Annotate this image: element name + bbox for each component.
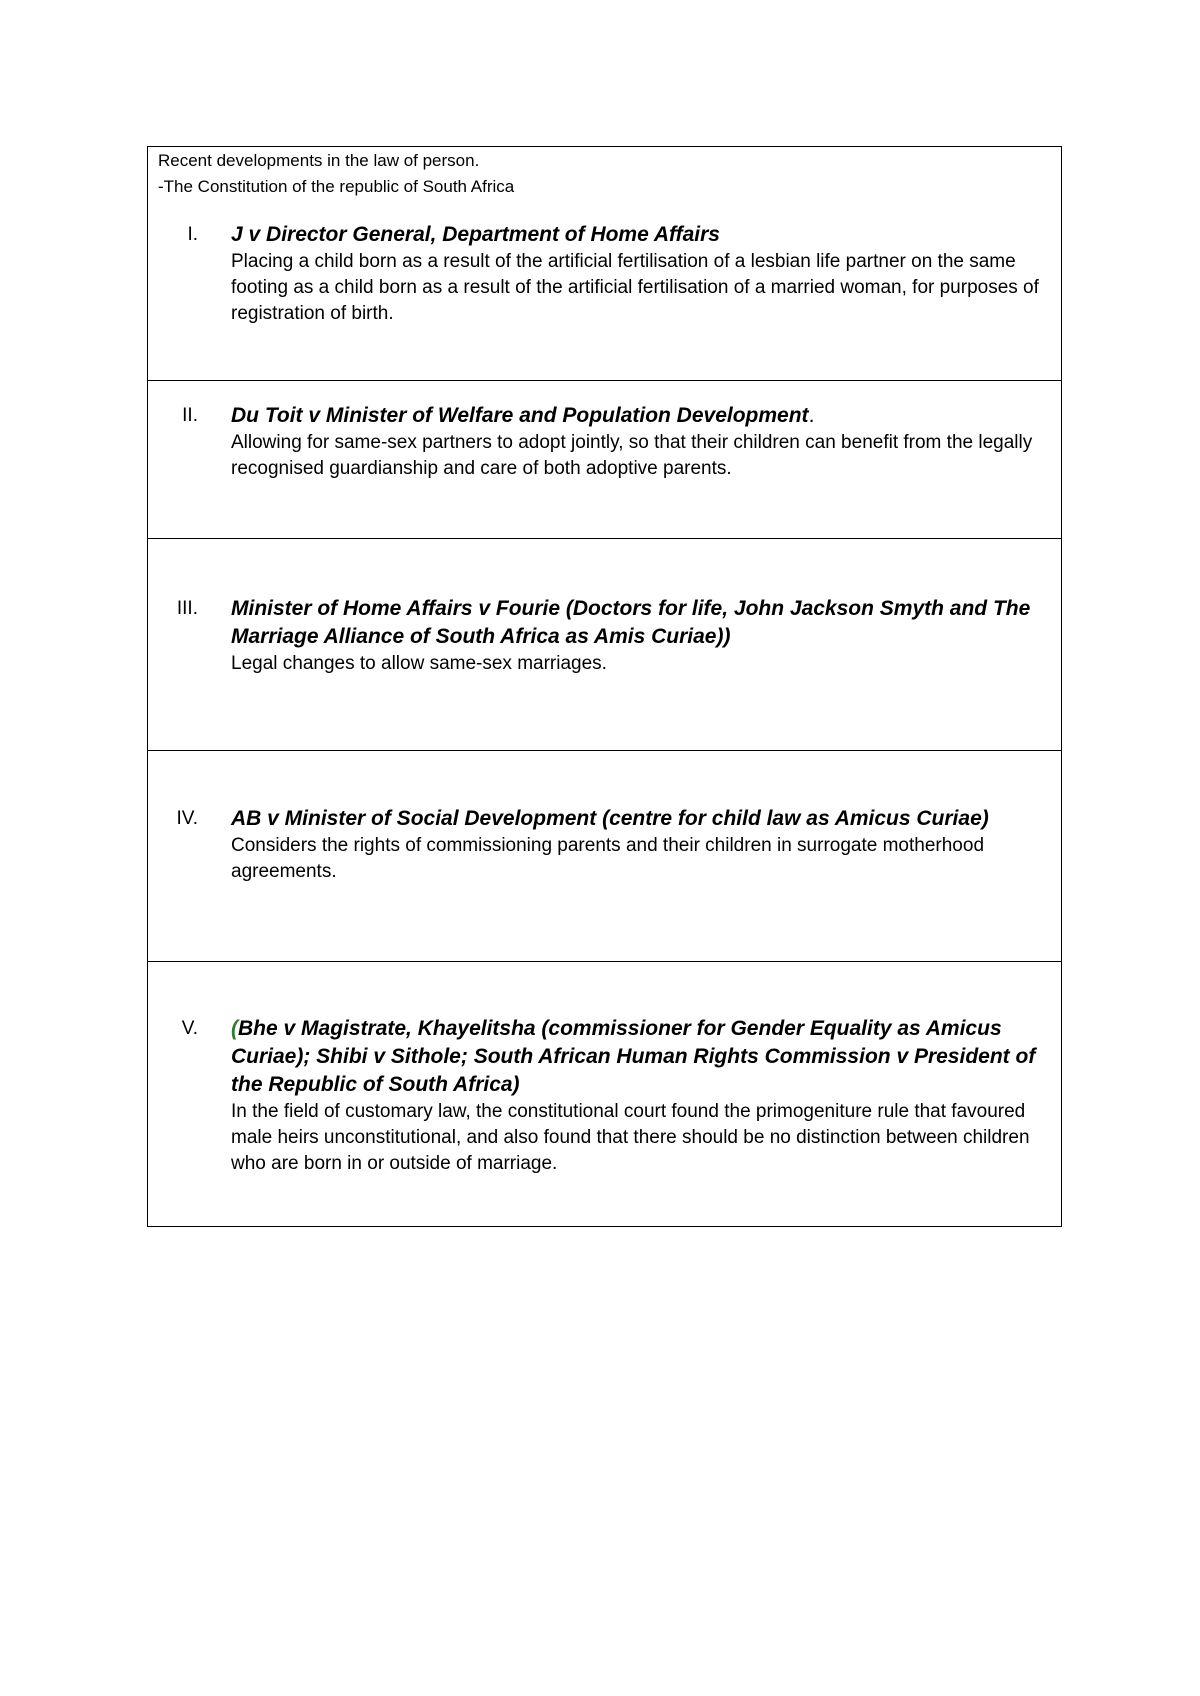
case-title: AB v Minister of Social Development (centre for child law as Amicus Curiae)	[231, 807, 989, 830]
case-description: Placing a child born as a result of the artificial fertilisation of a lesbian life partner on the same footing as a child born as a result of the artificial fertilisation of a married woman, for purposes of registration of birth.	[231, 251, 1039, 324]
case-title-line	[231, 402, 1041, 430]
table-row	[148, 961, 1061, 1226]
case-numeral: IV.	[176, 808, 198, 829]
case-description: In the field of customary law, the constitutional court found the primogeniture rule that favoured male heirs unconstitutional, and also found that there should be no distinction between children who are born in or outside of marriage.	[231, 1101, 1030, 1174]
table-row	[148, 380, 1061, 538]
table-row	[148, 147, 1061, 380]
table-row	[148, 750, 1061, 961]
case-body	[231, 805, 1041, 885]
case-body	[231, 1015, 1041, 1177]
case-numeral: II.	[182, 405, 198, 426]
case-description: Legal changes to allow same-sex marriages.	[231, 653, 607, 674]
case-title-line	[231, 1015, 1041, 1099]
case-numeral: I.	[187, 224, 198, 245]
case-title: J v Director General, Department of Home Affairs	[231, 223, 720, 246]
case-numeral: III.	[176, 598, 198, 619]
case-numeral: V.	[181, 1018, 198, 1039]
case-title-prefix: (	[231, 1017, 238, 1040]
intro	[158, 148, 514, 200]
intro-subheading: -The Constitution of the republic of South Africa	[158, 177, 515, 196]
case-title-suffix: .	[808, 404, 815, 427]
case-description: Considers the rights of commissioning parents and their children in surrogate motherhood agreements.	[231, 835, 985, 882]
table-row	[148, 538, 1061, 750]
case-title: Du Toit v Minister of Welfare and Population Development	[231, 404, 809, 427]
cases-table	[147, 146, 1062, 1227]
intro-heading: Recent developments in the law of person.	[158, 151, 480, 170]
case-body	[231, 221, 1041, 327]
case-title: Bhe v Magistrate, Khayelitsha (commissioner for Gender Equality as Amicus Curiae); Shibi v Sithole; South African Human Rights Commission v President of the Republic of South Africa)	[231, 1017, 1036, 1096]
case-description: Allowing for same-sex partners to adopt jointly, so that their children can benefit from the legally recognised guardianship and care of both adoptive parents.	[231, 432, 1033, 479]
case-title: Minister of Home Affairs v Fourie (Doctors for life, John Jackson Smyth and The Marriage Alliance of South Africa as Amis Curiae))	[231, 597, 1031, 648]
case-body	[231, 595, 1041, 677]
case-body	[231, 402, 1041, 482]
